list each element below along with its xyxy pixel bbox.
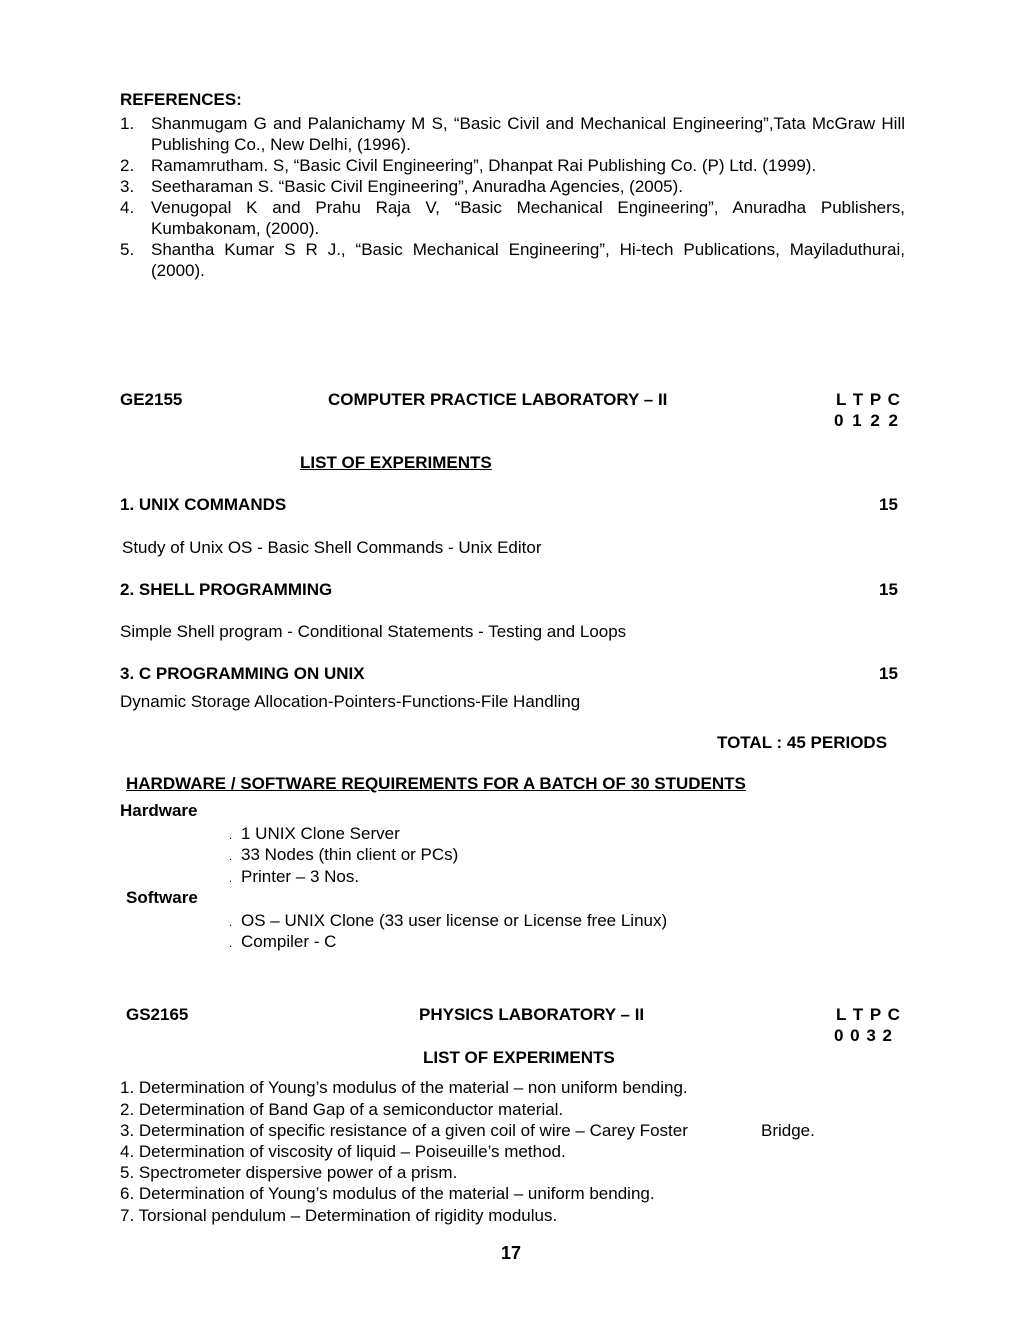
reference-item (120, 176, 905, 197)
reference-item (120, 155, 905, 176)
reference-text: Venugopal K and Prahu Raja V, “Basic Mechanical Engineering”, Anuradha Publishers, Kumbakonam, (2000). (151, 198, 905, 238)
reference-number: 1. (120, 114, 135, 133)
requirements-heading: HARDWARE / SOFTWARE REQUIREMENTS FOR A BATCH OF 30 STUDENTS (126, 774, 746, 793)
course-title: PHYSICS LABORATORY – II (419, 1005, 645, 1024)
course-code: GS2165 (126, 1005, 189, 1024)
unit-title: 2. SHELL PROGRAMMING (120, 580, 333, 599)
unit-periods: 15 (879, 664, 898, 683)
reference-text: Shantha Kumar S R J., “Basic Mechanical Engineering”, Hi-tech Publications, Mayiladuthurai, (2000). (151, 240, 905, 280)
experiment-item: 6. Determination of Young’s modulus of the material – uniform bending. (120, 1184, 655, 1203)
hardware-label: Hardware (120, 801, 198, 820)
bullet-icon: . (229, 917, 233, 929)
experiment-item-suffix: Bridge. (761, 1121, 815, 1140)
reference-item (120, 197, 905, 239)
unit-title: 1. UNIX COMMANDS (120, 495, 287, 514)
unit-description: Simple Shell program - Conditional Statements - Testing and Loops (120, 622, 627, 641)
experiment-item: 7. Torsional pendulum – Determination of rigidity modulus. (120, 1206, 558, 1225)
experiment-item: 2. Determination of Band Gap of a semiconductor material. (120, 1100, 564, 1119)
course-title: COMPUTER PRACTICE LABORATORY – II (328, 390, 668, 409)
experiment-item: 4. Determination of viscosity of liquid – Poiseuille’s method. (120, 1142, 566, 1161)
hardware-item: 33 Nodes (thin client or PCs) (241, 845, 459, 864)
experiment-item: 5. Spectrometer dispersive power of a prism. (120, 1163, 458, 1182)
page-number: 17 (501, 1243, 522, 1263)
reference-number: 5. (120, 240, 135, 259)
bullet-icon: . (229, 873, 233, 885)
total-periods: TOTAL : 45 PERIODS (717, 733, 888, 752)
software-item: OS – UNIX Clone (33 user license or License free Linux) (241, 911, 668, 930)
reference-item (120, 113, 905, 155)
reference-number: 3. (120, 177, 135, 196)
hardware-item: Printer – 3 Nos. (241, 867, 360, 886)
references-heading: REFERENCES: (120, 90, 242, 109)
list-of-experiments-heading: LIST OF EXPERIMENTS (300, 453, 492, 472)
unit-title: 3. C PROGRAMMING ON UNIX (120, 664, 365, 683)
bullet-icon: . (229, 851, 233, 863)
reference-text: Ramamrutham. S, “Basic Civil Engineering”, Dhanpat Rai Publishing Co. (P) Ltd. (1999). (151, 156, 817, 175)
ltpc-label: L T P C (836, 1005, 901, 1024)
ltpc-values: 0 0 3 2 (834, 1026, 893, 1045)
bullet-icon: . (229, 830, 233, 842)
reference-item (120, 239, 905, 281)
reference-text: Shanmugam G and Palanichamy M S, “Basic Civil and Mechanical Engineering”,Tata McGraw Hill Publishing Co., New Delhi, (1996). (151, 114, 905, 154)
software-label: Software (126, 888, 198, 907)
ltpc-label: L T P C (836, 390, 901, 409)
reference-text: Seetharaman S. “Basic Civil Engineering”, Anuradha Agencies, (2005). (151, 177, 684, 196)
ltpc-values: 0 1 2 2 (834, 411, 900, 430)
unit-periods: 15 (879, 495, 898, 514)
experiment-item: 3. Determination of specific resistance of a given coil of wire – Carey Foster (120, 1121, 688, 1140)
unit-periods: 15 (879, 580, 898, 599)
experiment-item: 1. Determination of Young’s modulus of the material – non uniform bending. (120, 1078, 688, 1097)
unit-description: Study of Unix OS - Basic Shell Commands - Unix Editor (122, 538, 542, 557)
software-item: Compiler - C (241, 932, 337, 951)
reference-number: 4. (120, 198, 135, 217)
bullet-icon: . (229, 938, 233, 950)
list-of-experiments-heading: LIST OF EXPERIMENTS (423, 1048, 615, 1067)
unit-description: Dynamic Storage Allocation-Pointers-Functions-File Handling (120, 692, 581, 711)
reference-number: 2. (120, 156, 135, 175)
hardware-item: 1 UNIX Clone Server (241, 824, 400, 843)
course-code: GE2155 (120, 390, 183, 409)
